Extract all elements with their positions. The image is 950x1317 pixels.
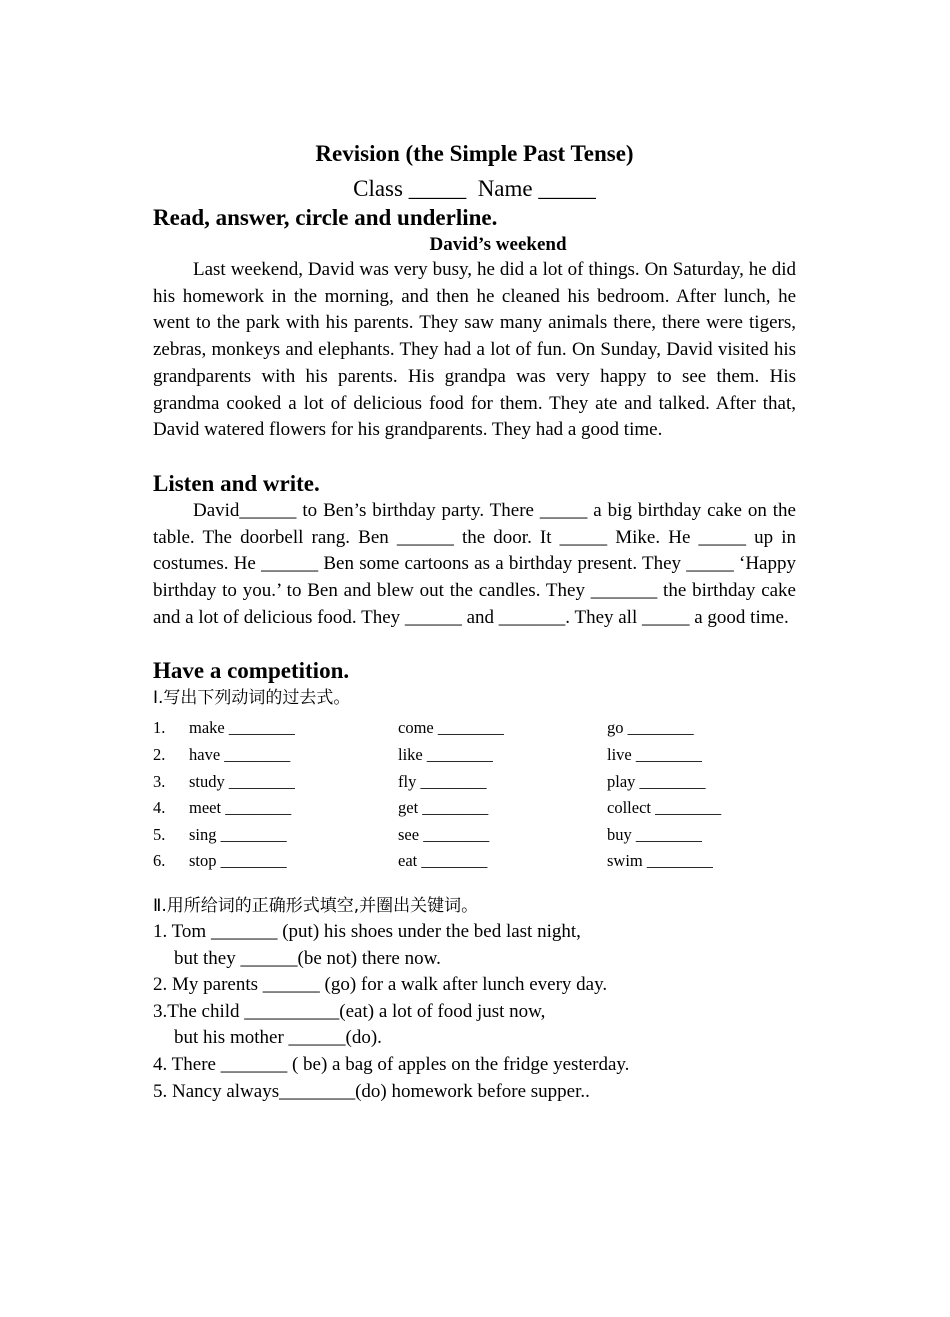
worksheet-content xyxy=(153,138,796,1105)
fill-in-sentences xyxy=(153,919,796,1105)
worksheet-title: Revision (the Simple Past Tense) xyxy=(315,141,634,166)
sentence-line: 3.The child __________(eat) a lot of food just now, xyxy=(153,1000,546,1022)
table-row xyxy=(153,795,796,822)
section-read-heading: Read, answer, circle and underline. xyxy=(153,205,498,230)
verb-item: swim ________ xyxy=(607,851,713,871)
verb-item: get ________ xyxy=(398,798,489,818)
verb-item: make ________ xyxy=(189,718,295,738)
verb-item: have ________ xyxy=(189,745,291,765)
table-row xyxy=(153,822,796,849)
verb-item: collect ________ xyxy=(607,798,722,818)
verb-item: sing ________ xyxy=(189,824,287,844)
verb-number: 1. xyxy=(153,718,166,738)
sentence-line: 5. Nancy always________(do) homework before supper.. xyxy=(153,1080,590,1102)
table-row xyxy=(153,742,796,769)
verb-item: meet ________ xyxy=(189,798,292,818)
section-listen-heading: Listen and write. xyxy=(153,470,320,496)
sentence-line: but they ______(be not) there now. xyxy=(174,947,441,969)
verb-number: 2. xyxy=(153,745,166,765)
verb-number: 4. xyxy=(153,798,166,818)
verb-number: 6. xyxy=(153,851,166,871)
section-competition-heading: Have a competition. xyxy=(153,658,350,684)
verb-item: fly ________ xyxy=(398,771,487,791)
verb-item: live ________ xyxy=(607,745,702,765)
verb-item: stop ________ xyxy=(189,851,287,871)
part1-instruction: Ⅰ.写出下列动词的过去式。 xyxy=(153,688,351,709)
table-row xyxy=(153,848,796,875)
story-title: David’s weekend xyxy=(429,234,567,255)
verb-number: 3. xyxy=(153,771,166,791)
sentence-line: 2. My parents ______ (go) for a walk after lunch every day. xyxy=(153,974,608,996)
sentence-line: 1. Tom _______ (put) his shoes under the bed last night, xyxy=(153,921,581,942)
class-name-line: Class _____ Name _____ xyxy=(353,176,596,201)
verb-item: see ________ xyxy=(398,824,490,844)
verb-number: 5. xyxy=(153,824,166,844)
part2-instruction: Ⅱ.用所给词的正确形式填空,并圈出关键词。 xyxy=(153,896,479,916)
story-paragraph: Last weekend, David was very busy, he did a lot of things. On Saturday, he did his homework in the morning, and then he cleaned his bedroom. After lunch, he went to the park with his parents. They saw many animals there, there were tigers, zebras, monkeys and elephants. They had a lot of fun. On Sunday, David visited his grandparents with his parents. His grandpa was very happy to see them. His grandma cooked a lot of delicious food for them. They ate and talked. After that, David watered flowers for his grandparents. They had a good time. xyxy=(153,259,796,441)
verb-item: study ________ xyxy=(189,771,295,791)
verb-item: come ________ xyxy=(398,718,504,738)
verb-item: buy ________ xyxy=(607,824,702,844)
verb-item: like ________ xyxy=(398,745,493,765)
listen-paragraph: David______ to Ben’s birthday party. There _____ a big birthday cake on the table. The doorbell rang. Ben ______ the door. It _____ Mike. He _____ up in costumes. He ______ Ben some cartoons as a birthday present. They _____ ‘Happy birthday to you.’ to Ben and blew out the candles. They _______ the birthday cake and a lot of delicious food. They ______ and _______. They all _____ a good time. xyxy=(153,499,796,628)
verb-table xyxy=(153,715,796,875)
sentence-line: but his mother ______(do). xyxy=(174,1027,382,1049)
table-row xyxy=(153,715,796,742)
table-row xyxy=(153,769,796,796)
verb-item: play ________ xyxy=(607,771,706,791)
verb-item: go ________ xyxy=(607,718,694,738)
sentence-line: 4. There _______ ( be) a bag of apples on the fridge yesterday. xyxy=(153,1053,630,1075)
verb-item: eat ________ xyxy=(398,851,488,871)
